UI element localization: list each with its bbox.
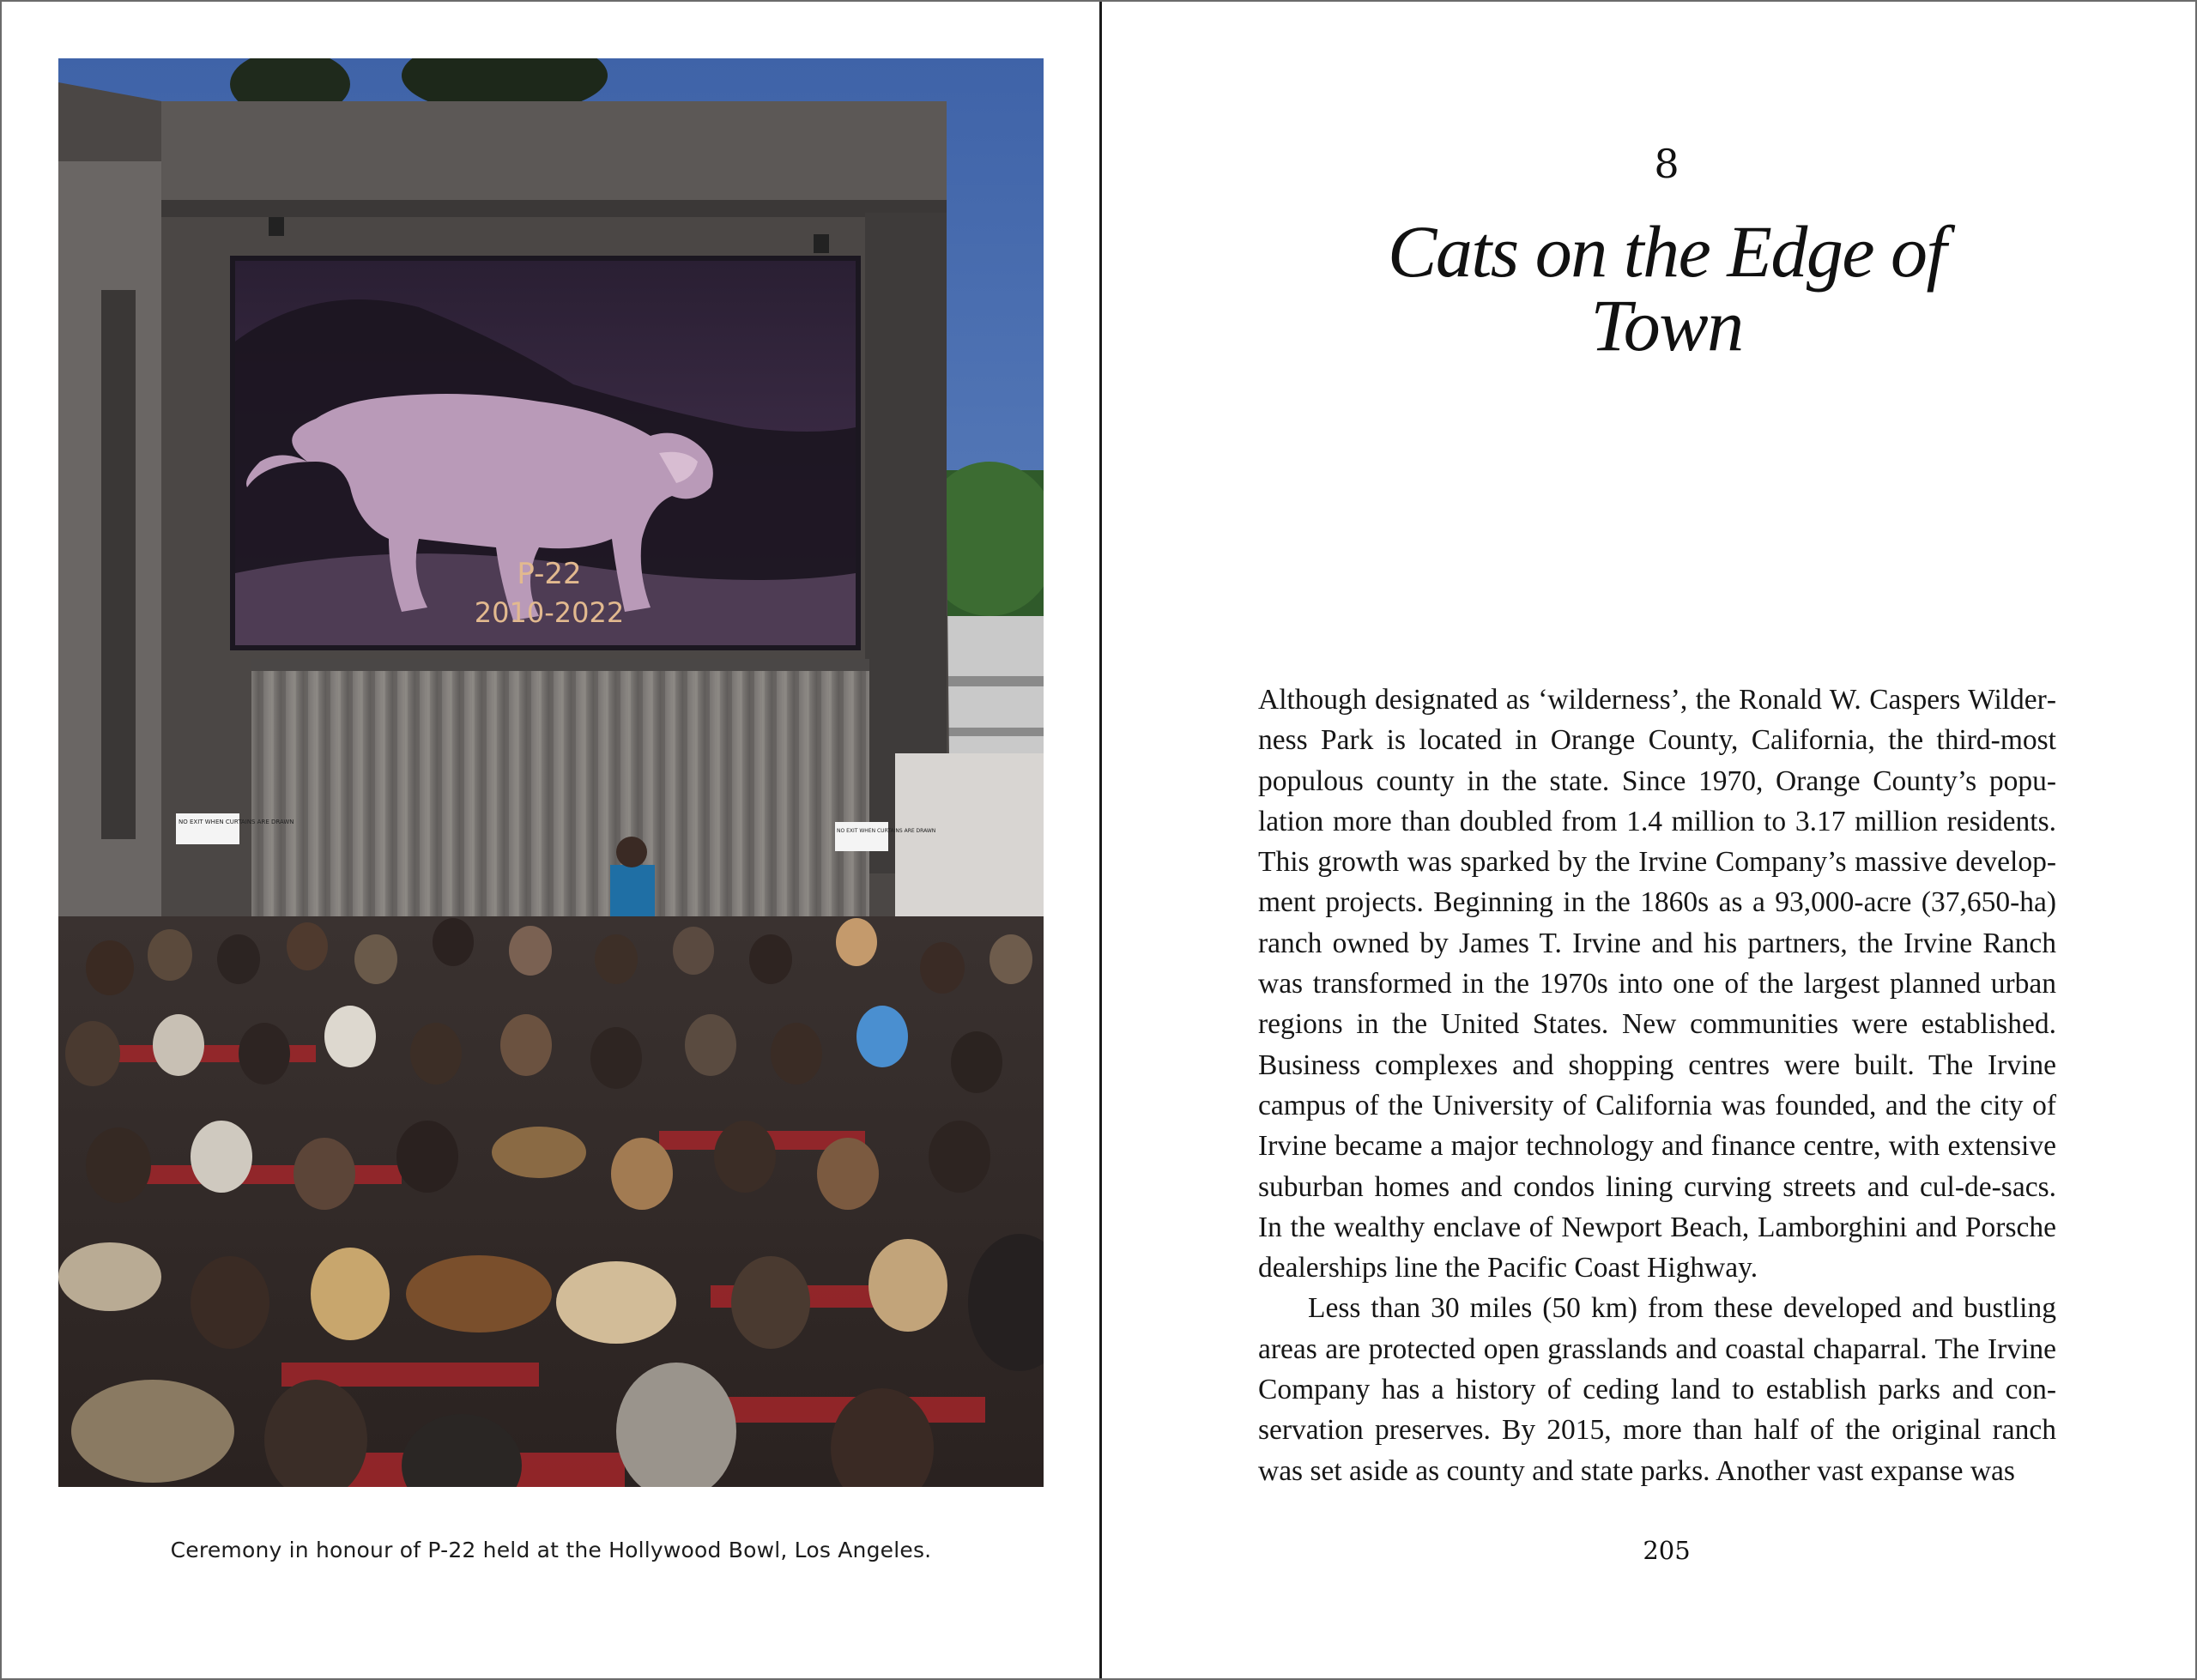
screen-name-text: P-22 xyxy=(517,557,582,591)
screen-years-text: 2010-2022 xyxy=(474,596,625,629)
ceremony-photo xyxy=(58,58,1044,1487)
exit-sign-left: NO EXIT WHEN CURTAINS ARE DRAWN xyxy=(179,819,294,825)
paragraph: Although designated as ‘wilderness’, the Ronald W. Caspers Wilderness Park is located in Orange County, California, the third-most populous county in the state. Since 1970, Orange County’s population more than doubled from 1.4 million to 3.17 million residents. This growth was sparked by the Irvine Company’s massive development projects. Beginning in the 1860s as a 93,000-acre (37,650-ha) ranch owned by James T. Irvine and his partners, the Irvine Ranch was transformed in the 1970s into one of the largest planned urban regions in the United States. New communities were established. Business complexes and shopping centres were built. The Irvine campus of the University of California was founded, and the city of Irvine became a major technology and finance centre, with extensive suburban homes and condos lining curving streets and cul-de-sacs. In the wealthy enclave of Newport Beach, Lamborghini and Porsche dealerships line the Pacific Coast Highway. xyxy=(1258,684,2056,1284)
paragraph: Less than 30 miles (50 km) from these developed and bustling areas are protected open grasslands and coastal chaparral. The Irvine Company has a history of ceding land to establish parks and conservation preserves. By 2015, more than half of the original ranch was set aside as county and state parks. Another vast expanse was xyxy=(1258,1292,2056,1487)
exit-sign-right: NO EXIT WHEN CURTAINS ARE DRAWN xyxy=(837,828,936,834)
page-number: 205 xyxy=(1643,1536,1691,1565)
photo-caption: Ceremony in honour of P-22 held at the Hollywood Bowl, Los Angeles. xyxy=(170,1538,932,1562)
body-text xyxy=(1258,680,2056,1491)
page-gutter xyxy=(1099,2,1102,1680)
chapter-number: 8 xyxy=(1654,141,1680,187)
chapter-title-line2: Town xyxy=(1590,284,1743,366)
chapter-title xyxy=(1238,210,2096,366)
chapter-title-line1: Cats on the Edge of xyxy=(1388,210,1946,293)
